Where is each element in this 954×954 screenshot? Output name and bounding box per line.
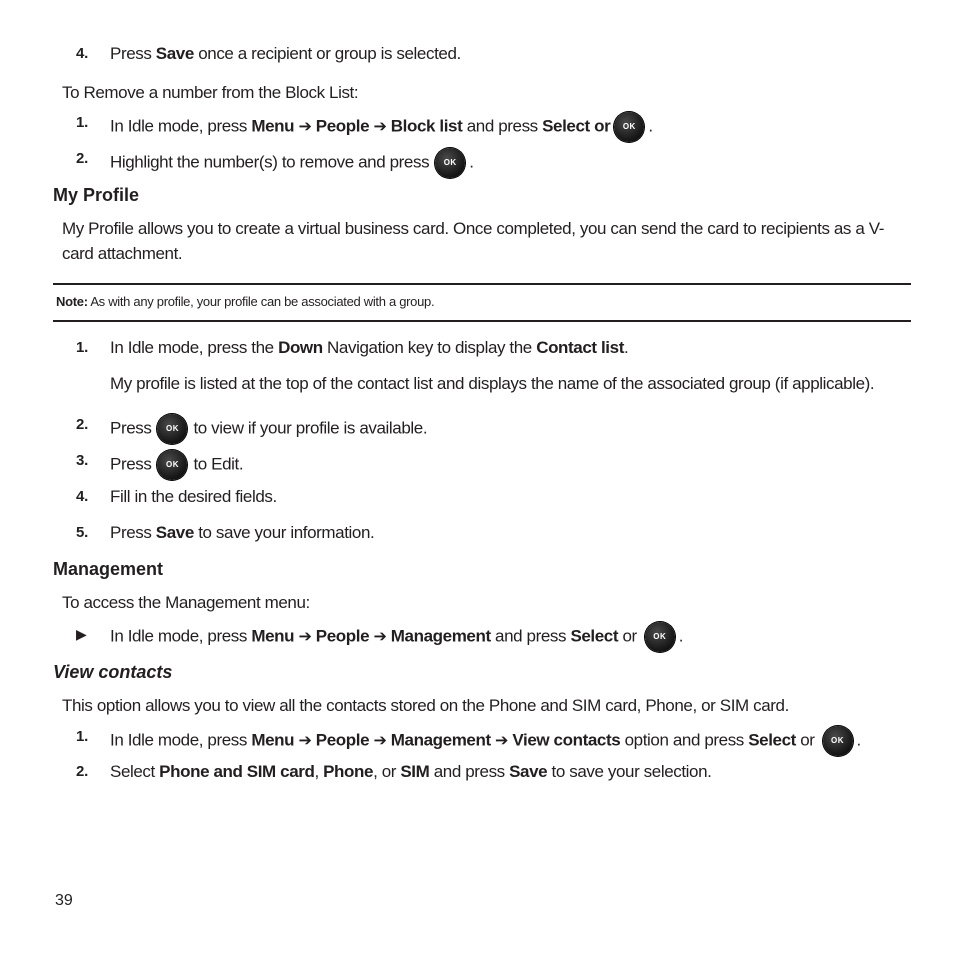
step-text: Press OK to Edit.	[110, 450, 243, 480]
step-number: 1.	[76, 339, 89, 356]
step-text: In Idle mode, press Menu ➔ People ➔ Management and press Select or OK .	[110, 622, 683, 652]
step-text: In Idle mode, press the Down Navigation key to display the Contact list.	[110, 338, 629, 357]
subsection-heading: View contacts	[53, 662, 173, 682]
section-description: My Profile allows you to create a virtual business card. Once completed, you can send the card to recipients as a V-card attachment.	[62, 219, 884, 263]
block-list-intro: To Remove a number from the Block List:	[62, 83, 359, 102]
step-text: Press Save to save your information.	[110, 523, 375, 542]
bullet-icon: ▶	[76, 626, 87, 642]
ok-key-icon: OK	[823, 726, 853, 756]
step-text: In Idle mode, press Menu ➔ People ➔ Management ➔ View contacts option and press Select or OK .	[110, 726, 861, 756]
step-text: Highlight the number(s) to remove and press OK .	[110, 148, 474, 178]
step-number: 3.	[76, 452, 89, 469]
step-number: 1.	[76, 114, 89, 131]
note-bottom-rule	[53, 320, 911, 322]
note-top-rule	[53, 283, 911, 285]
step-number: 4.	[76, 488, 89, 505]
step-text: In Idle mode, press Menu ➔ People ➔ Block list and press Select or OK .	[110, 112, 653, 142]
section-heading: Management	[53, 559, 164, 579]
page-number: 39	[55, 892, 73, 909]
ok-key-icon: OK	[157, 450, 187, 480]
step-subtext: My profile is listed at the top of the contact list and displays the name of the associated group (if applicable).	[110, 374, 875, 393]
step-number: 2.	[76, 763, 89, 780]
step-text: Fill in the desired fields.	[110, 487, 277, 506]
ok-key-icon: OK	[614, 112, 644, 142]
section-description: This option allows you to view all the contacts stored on the Phone and SIM card, Phone, or SIM card.	[62, 696, 789, 715]
step-text: Press Save once a recipient or group is selected.	[110, 44, 461, 63]
step-number: 2.	[76, 416, 89, 433]
management-intro: To access the Management menu:	[62, 593, 310, 612]
note: Note: As with any profile, your profile can be associated with a group.	[56, 294, 435, 309]
ok-key-icon: OK	[645, 622, 675, 652]
step-number: 1.	[76, 728, 89, 745]
step-number: 2.	[76, 150, 89, 167]
step-number: 4.	[76, 45, 89, 62]
section-heading: My Profile	[53, 185, 140, 205]
ok-key-icon: OK	[435, 148, 465, 178]
step-text: Press OK to view if your profile is available.	[110, 414, 427, 444]
ok-key-icon: OK	[157, 414, 187, 444]
step-number: 5.	[76, 524, 89, 541]
step-text: Select Phone and SIM card, Phone, or SIM and press Save to save your selection.	[110, 762, 712, 781]
